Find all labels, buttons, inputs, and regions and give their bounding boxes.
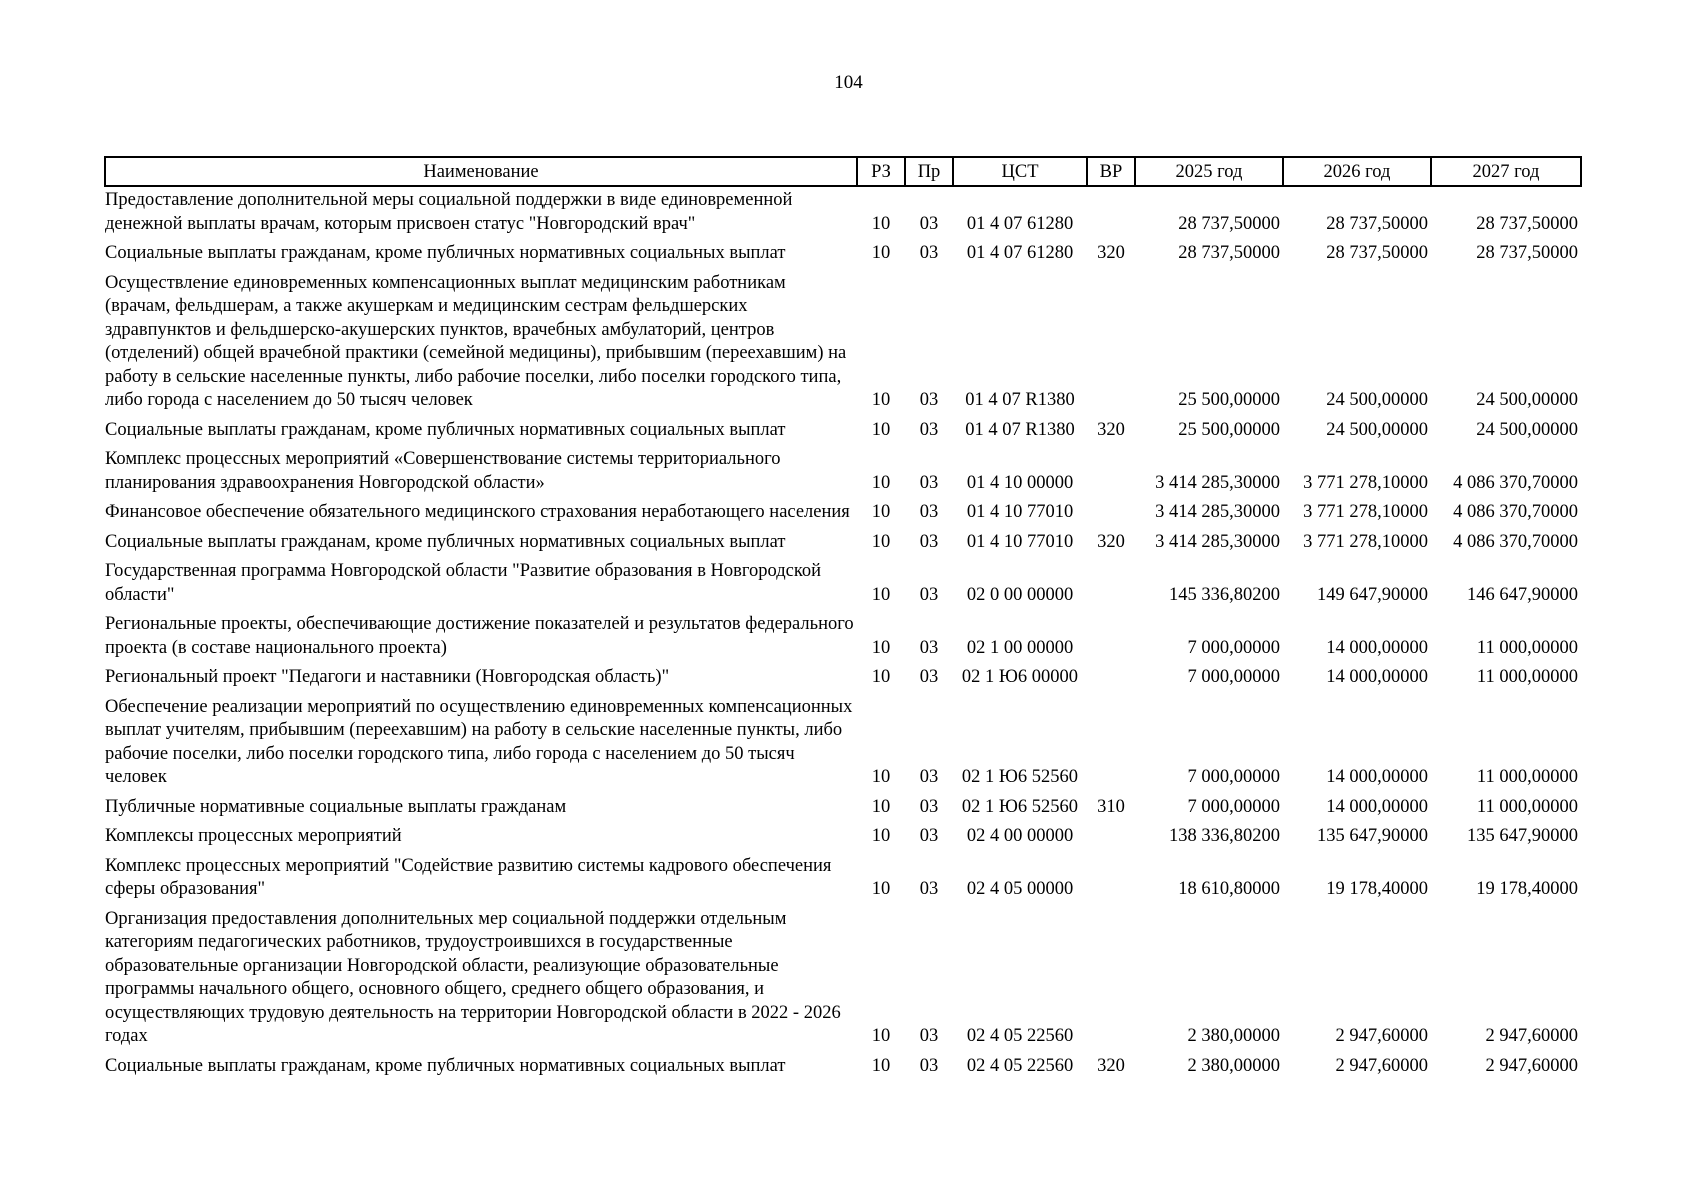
cell-rz: 10: [871, 502, 891, 522]
cell-vr: 320: [1097, 1055, 1125, 1076]
cell-2025: 28 737,50000: [1178, 243, 1280, 263]
cell-pr: 03: [919, 767, 939, 787]
cell-pr: 03: [919, 502, 939, 522]
cell-vr: 320: [1097, 419, 1125, 440]
table-row: [105, 794, 1581, 824]
cell-rz: 10: [871, 826, 891, 846]
cell-2025: 7 000,00000: [1187, 767, 1280, 787]
cell-2026: 135 647,90000: [1317, 826, 1428, 846]
cell-2027: 11 000,00000: [1476, 796, 1578, 817]
cell-name: Организация предоставления дополнительных мер социальной поддержки отдельным категориям педагогических работников, трудоустроившихся в государственные образовательные организации Новгородской области, реализующие образовательные программы начального общего, основного общего, среднего общего образования, и осуществляющих трудовую деятельность на территории Новгородской области в 2022 - 2026 годах: [105, 908, 841, 1046]
cell-2027: 24 500,00000: [1476, 390, 1578, 410]
cell-pr: 03: [919, 796, 939, 817]
table-row: [105, 1053, 1581, 1083]
table-row: [105, 499, 1581, 529]
cell-2026: 19 178,40000: [1326, 879, 1428, 899]
cell-cst: 02 1 00 00000: [966, 637, 1074, 658]
header-2025: 2025 год: [1135, 157, 1283, 186]
header-vr: ВР: [1087, 157, 1135, 186]
cell-2025: 138 336,80200: [1169, 826, 1280, 846]
table-row: [105, 823, 1581, 853]
cell-2027: 28 737,50000: [1476, 213, 1578, 234]
cell-rz: 10: [871, 667, 891, 687]
cell-rz: 10: [871, 796, 891, 817]
cell-cst: 02 4 05 22560: [966, 1026, 1074, 1046]
cell-vr: [1087, 446, 1135, 499]
cell-vr: [1087, 611, 1135, 664]
cell-2025: 2 380,00000: [1187, 1055, 1280, 1076]
cell-rz: 10: [871, 879, 891, 899]
table-row: [105, 906, 1581, 1053]
cell-cst: 02 4 05 00000: [966, 879, 1074, 899]
cell-vr: 320: [1097, 243, 1125, 263]
cell-2025: 18 610,80000: [1178, 879, 1280, 899]
cell-2027: 11 000,00000: [1476, 637, 1578, 658]
cell-rz: 10: [871, 419, 891, 440]
table-body: [105, 186, 1581, 1082]
cell-2026: 28 737,50000: [1326, 213, 1428, 234]
cell-2025: 25 500,00000: [1178, 390, 1280, 410]
header-rz: РЗ: [857, 157, 905, 186]
cell-vr: [1087, 853, 1135, 906]
cell-2027: 11 000,00000: [1476, 667, 1578, 687]
cell-2025: 3 414 285,30000: [1155, 502, 1280, 522]
cell-pr: 03: [919, 1055, 939, 1076]
table-row: [105, 664, 1581, 694]
cell-vr: [1087, 499, 1135, 529]
cell-rz: 10: [871, 1055, 891, 1076]
cell-cst: 02 4 00 00000: [966, 826, 1074, 846]
cell-name: Социальные выплаты гражданам, кроме публичных нормативных социальных выплат: [105, 419, 786, 440]
cell-name: Комплекс процессных мероприятий «Совершенствование системы территориального планирования здравоохранения Новгородской области»: [105, 449, 781, 493]
cell-2027: 4 086 370,70000: [1453, 531, 1578, 552]
cell-cst: 02 1 Ю6 52560: [961, 767, 1079, 787]
cell-2026: 14 000,00000: [1326, 796, 1428, 817]
cell-rz: 10: [871, 1026, 891, 1046]
table-row: [105, 270, 1581, 417]
table-row: [105, 853, 1581, 906]
cell-pr: 03: [919, 637, 939, 658]
cell-2027: 135 647,90000: [1467, 826, 1578, 846]
cell-vr: 310: [1097, 796, 1125, 817]
cell-pr: 03: [919, 584, 939, 605]
cell-2025: 3 414 285,30000: [1155, 531, 1280, 552]
cell-pr: 03: [919, 472, 939, 493]
cell-cst: 01 4 10 77010: [966, 531, 1074, 552]
cell-vr: [1087, 906, 1135, 1053]
table-header-row: [105, 157, 1581, 186]
cell-cst: 01 4 07 61280: [966, 243, 1074, 263]
cell-rz: 10: [871, 213, 891, 234]
cell-pr: 03: [919, 1026, 939, 1046]
cell-rz: 10: [871, 637, 891, 658]
header-2026: 2026 год: [1283, 157, 1431, 186]
cell-2026: 24 500,00000: [1326, 390, 1428, 410]
cell-2025: 7 000,00000: [1187, 796, 1280, 817]
cell-cst: 02 0 00 00000: [966, 584, 1074, 605]
cell-2026: 2 947,60000: [1335, 1055, 1428, 1076]
cell-2026: 14 000,00000: [1326, 667, 1428, 687]
cell-name: Публичные нормативные социальные выплаты гражданам: [105, 796, 567, 817]
cell-name: Обеспечение реализации мероприятий по осуществлению единовременных компенсационных выплат учителям, прибывшим (переехавшим) на работу в сельские населенные пункты, либо рабочие поселки, либо поселки городского типа, либо города с населением до 50 тысяч человек: [105, 696, 853, 787]
cell-2026: 3 771 278,10000: [1303, 502, 1428, 522]
cell-pr: 03: [919, 243, 939, 263]
cell-rz: 10: [871, 584, 891, 605]
cell-name: Осуществление единовременных компенсационных выплат медицинским работникам (врачам, фельдшерам, а также акушеркам и медицинским сестрам фельдшерских здравпунктов и фельдшерско-акушерских пунктов, врачебных амбулаторий, центров (отделений) общей врачебной практики (семейной медицины), прибывшим (переехавшим) на работу в сельские населенные пункты, либо рабочие поселки, либо поселки городского типа, либо города с населением до 50 тысяч человек: [105, 272, 847, 410]
cell-cst: 02 1 Ю6 52560: [961, 796, 1079, 817]
cell-name: Комплекс процессных мероприятий "Содействие развитию системы кадрового обеспечения сферы образования": [105, 855, 832, 899]
cell-vr: [1087, 270, 1135, 417]
cell-name: Комплексы процессных мероприятий: [105, 826, 402, 846]
cell-vr: [1087, 186, 1135, 240]
page-number: 104: [834, 72, 863, 93]
header-2027: 2027 год: [1431, 157, 1581, 186]
cell-name: Региональный проект "Педагоги и наставники (Новгородская область)": [105, 667, 670, 687]
cell-name: Финансовое обеспечение обязательного медицинского страхования неработающего населения: [105, 502, 850, 522]
cell-2026: 28 737,50000: [1326, 243, 1428, 263]
cell-2026: 3 771 278,10000: [1303, 472, 1428, 493]
header-name: Наименование: [105, 157, 857, 186]
cell-2025: 145 336,80200: [1169, 584, 1280, 605]
cell-rz: 10: [871, 472, 891, 493]
cell-2027: 24 500,00000: [1476, 419, 1578, 440]
cell-cst: 01 4 07 61280: [966, 213, 1074, 234]
cell-name: Региональные проекты, обеспечивающие достижение показателей и результатов федерального проекта (в составе национального проекта): [105, 614, 854, 658]
cell-name: Государственная программа Новгородской области "Развитие образования в Новгородской области": [105, 561, 822, 605]
cell-2027: 4 086 370,70000: [1453, 502, 1578, 522]
cell-vr: [1087, 664, 1135, 694]
table-row: [105, 417, 1581, 447]
cell-cst: 01 4 10 77010: [966, 502, 1074, 522]
cell-2026: 14 000,00000: [1326, 637, 1428, 658]
cell-2026: 24 500,00000: [1326, 419, 1428, 440]
cell-rz: 10: [871, 243, 891, 263]
cell-2025: 3 414 285,30000: [1155, 472, 1280, 493]
cell-2025: 2 380,00000: [1187, 1026, 1280, 1046]
cell-2025: 25 500,00000: [1178, 419, 1280, 440]
cell-pr: 03: [919, 531, 939, 552]
table-row: [105, 611, 1581, 664]
cell-cst: 02 1 Ю6 00000: [961, 667, 1079, 687]
cell-pr: 03: [919, 419, 939, 440]
cell-2027: 28 737,50000: [1476, 243, 1578, 263]
cell-name: Социальные выплаты гражданам, кроме публичных нормативных социальных выплат: [105, 531, 786, 552]
cell-2027: 19 178,40000: [1476, 879, 1578, 899]
cell-2025: 28 737,50000: [1178, 213, 1280, 234]
cell-2026: 2 947,60000: [1335, 1026, 1428, 1046]
cell-2027: 2 947,60000: [1485, 1026, 1578, 1046]
cell-2027: 4 086 370,70000: [1453, 472, 1578, 493]
cell-2027: 146 647,90000: [1467, 584, 1578, 605]
table-row: [105, 446, 1581, 499]
cell-2026: 14 000,00000: [1326, 767, 1428, 787]
cell-vr: [1087, 694, 1135, 794]
cell-rz: 10: [871, 390, 891, 410]
table-row: [105, 529, 1581, 559]
cell-vr: 320: [1097, 531, 1125, 552]
cell-2026: 149 647,90000: [1317, 584, 1428, 605]
cell-pr: 03: [919, 213, 939, 234]
table-row: [105, 240, 1581, 270]
budget-table: [104, 156, 1582, 1082]
cell-pr: 03: [919, 667, 939, 687]
cell-vr: [1087, 558, 1135, 611]
cell-name: Социальные выплаты гражданам, кроме публичных нормативных социальных выплат: [105, 1055, 786, 1076]
cell-rz: 10: [871, 531, 891, 552]
table-row: [105, 558, 1581, 611]
cell-vr: [1087, 823, 1135, 853]
header-pr: Пр: [905, 157, 953, 186]
header-cst: ЦСТ: [953, 157, 1087, 186]
table-row: [105, 694, 1581, 794]
cell-name: Предоставление дополнительной меры социальной поддержки в виде единовременной денежной выплаты врачам, которым присвоен статус "Новгородский врач": [105, 190, 793, 234]
cell-2027: 2 947,60000: [1485, 1055, 1578, 1076]
cell-cst: 01 4 07 R1380: [965, 419, 1075, 440]
cell-name: Социальные выплаты гражданам, кроме публичных нормативных социальных выплат: [105, 243, 786, 263]
cell-pr: 03: [919, 390, 939, 410]
cell-cst: 01 4 07 R1380: [965, 390, 1075, 410]
cell-2027: 11 000,00000: [1476, 767, 1578, 787]
cell-cst: 01 4 10 00000: [966, 472, 1074, 493]
cell-pr: 03: [919, 826, 939, 846]
cell-cst: 02 4 05 22560: [966, 1055, 1074, 1076]
cell-rz: 10: [871, 767, 891, 787]
cell-2026: 3 771 278,10000: [1303, 531, 1428, 552]
cell-2025: 7 000,00000: [1187, 667, 1280, 687]
cell-2025: 7 000,00000: [1187, 637, 1280, 658]
cell-pr: 03: [919, 879, 939, 899]
table-row: [105, 186, 1581, 240]
